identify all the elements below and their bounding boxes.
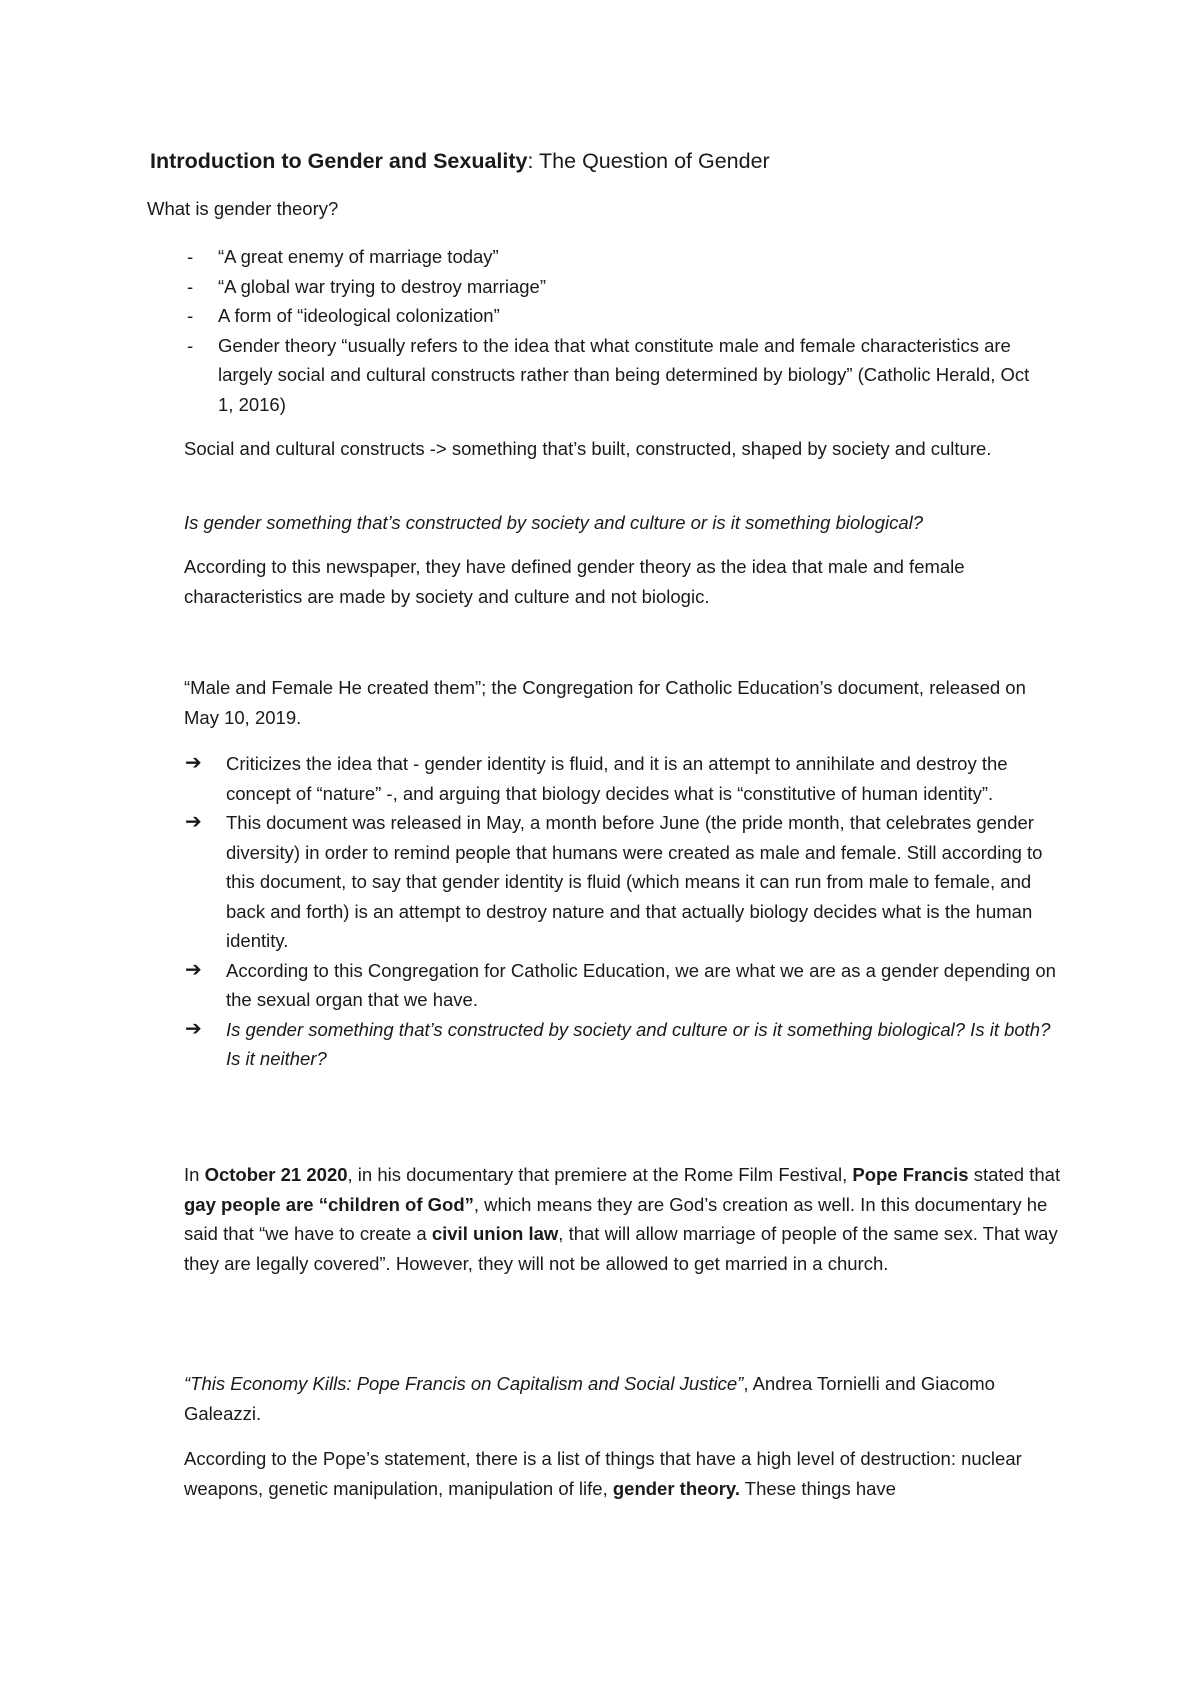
dash-bullet: - (187, 275, 194, 297)
paragraph-book-reference: “This Economy Kills: Pope Francis on Capitalism and Social Justice”, Andrea Tornielli and Giacomo Galeazzi. (184, 1373, 995, 1424)
list-item: ➔ Criticizes the idea that - gender identity is fluid, and it is an attempt to annihilate and destroy the concept of “nature” -, and arguing that biology decides what is “constitutive of human identity”. (185, 749, 1065, 808)
dash-bullet: - (187, 246, 194, 267)
gender-theory-definitions-list (185, 242, 1045, 419)
list-item: ➔ Is gender something that’s constructed by society and culture or is it something biological? Is it both? Is it neither? (185, 1015, 1065, 1074)
title-bold-part: Introduction to Gender and Sexuality (150, 149, 528, 173)
paragraph-newspaper: According to this newspaper, they have defined gender theory as the idea that male and female characteristics are made by society and culture and not biologic. (184, 556, 965, 607)
list-item: - “A great enemy of marriage today” (185, 242, 1045, 272)
list-item: - Gender theory “usually refers to the idea that what constitute male and female characteristics are largely social and cultural constructs rather than being determined by biology” (Catholic Herald, Oct 1, 2016) (185, 331, 1045, 420)
dash-bullet: - (187, 334, 194, 356)
list-item: ➔ According to this Congregation for Catholic Education, we are what we are as a gender depending on the sexual organ that we have. (185, 956, 1065, 1015)
paragraph-congregation: “Male and Female He created them”; the Congregation for Catholic Education’s document, released on May 10, 2019. (184, 677, 1026, 728)
dash-bullet: - (187, 305, 194, 326)
congregation-points-list (185, 749, 1065, 1074)
paragraph-pope-francis: In October 21 2020, in his documentary that premiere at the Rome Film Festival, Pope Francis stated that gay people are “children of God”, which means they are God’s creation as well. In this documentary he said that “we have to create a civil union law, that will allow marriage of people of the same sex. That way they are legally covered”. However, they will not be allowed to get married in a church. (184, 1164, 1061, 1274)
arrow-bullet-icon: ➔ (185, 1017, 202, 1040)
paragraph-constructs: Social and cultural constructs -> something that’s built, constructed, shaped by society and culture. (184, 438, 992, 459)
list-item: - A form of “ideological colonization” (185, 301, 1045, 331)
arrow-bullet-icon: ➔ (185, 811, 202, 833)
list-item: - “A global war trying to destroy marriage” (185, 272, 1045, 302)
arrow-bullet-icon: ➔ (185, 752, 202, 774)
document-title (150, 146, 770, 176)
arrow-bullet-icon: ➔ (185, 958, 202, 981)
question-gender-theory: What is gender theory? (147, 198, 339, 219)
paragraph-pope-statement: According to the Pope’s statement, there is a list of things that have a high level of destruction: nuclear weapons, genetic manipulation, manipulation of life, gender theory. These things have (184, 1448, 1022, 1499)
paragraph-question-italic: Is gender something that’s constructed by society and culture or is it something biological? (184, 512, 924, 533)
book-title: “This Economy Kills: Pope Francis on Capitalism and Social Justice” (184, 1373, 744, 1394)
title-rest-part: : The Question of Gender (527, 149, 770, 173)
list-item: ➔ This document was released in May, a month before June (the pride month, that celebrates gender diversity) in order to remind people that humans were created as male and female. Still according to this document, to say that gender identity is fluid (which means it can run from male to female, and back and forth) is an attempt to destroy nature and that actually biology decides what is the human identity. (185, 808, 1065, 956)
